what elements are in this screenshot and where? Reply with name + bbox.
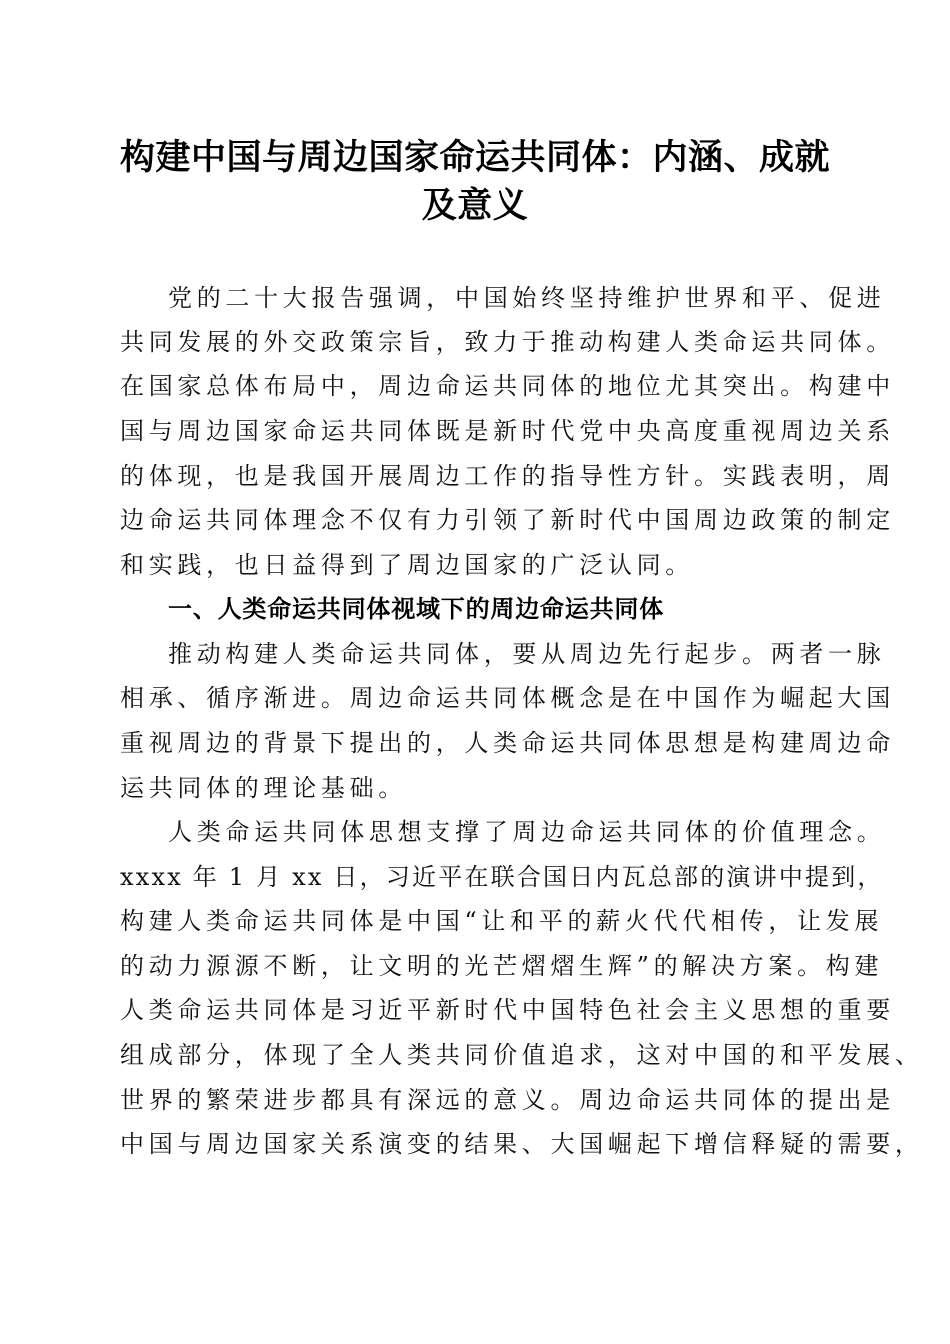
paragraph-2-line: 相承、循序渐进。周边命运共同体概念是在中国作为崛起大国 <box>120 684 895 712</box>
paragraph-1-line: 和实践，也日益得到了周边国家的广泛认同。 <box>120 551 694 579</box>
section-heading: 一、人类命运共同体视域下的周边命运共同体 <box>168 595 664 623</box>
paragraph-3-line: 中国与周边国家关系演变的结果、大国崛起下增信释疑的需要， <box>120 1130 924 1158</box>
paragraph-3-line: 人类命运共同体是习近平新时代中国特色社会主义思想的重要 <box>120 996 895 1024</box>
paragraph-1-line: 共同发展的外交政策宗旨，致力于推动构建人类命运共同体。 <box>120 328 895 356</box>
document-title-line-1: 构建中国与周边国家命运共同体：内涵、成就 <box>119 137 830 178</box>
paragraph-3-line: 构建人类命运共同体是中国“让和平的薪火代代相传，让发展 <box>120 907 884 935</box>
paragraph-3-line: 世界的繁荣进步都具有深远的意义。周边命运共同体的提出是 <box>120 1086 895 1114</box>
paragraph-3-line: xxxx 年 1 月 xx 日，习近平在联合国日内瓦总部的演讲中提到， <box>120 863 884 891</box>
paragraph-1-line: 的体现，也是我国开展周边工作的指导性方针。实践表明，周 <box>120 462 895 490</box>
document-title-line-2: 及意义 <box>421 185 529 226</box>
paragraph-2-line: 推动构建人类命运共同体，要从周边先行起步。两者一脉 <box>168 640 886 668</box>
paragraph-1-line: 党的二十大报告强调，中国始终坚持维护世界和平、促进 <box>168 284 886 312</box>
paragraph-1-line: 国与周边国家命运共同体既是新时代党中央高度重视周边关系 <box>120 417 895 445</box>
paragraph-1-line: 在国家总体布局中，周边命运共同体的地位尤其突出。构建中 <box>120 372 895 400</box>
paragraph-2-line: 运共同体的理论基础。 <box>120 774 407 802</box>
paragraph-3-line: 人类命运共同体思想支撑了周边命运共同体的价值理念。 <box>168 818 886 846</box>
paragraph-1-line: 边命运共同体理念不仅有力引领了新时代中国周边政策的制定 <box>120 506 895 534</box>
paragraph-3-line: 的动力源源不断，让文明的光芒熠熠生辉”的解决方案。构建 <box>120 952 884 980</box>
paragraph-3-line: 组成部分，体现了全人类共同价值追求，这对中国的和平发展、 <box>120 1041 924 1069</box>
paragraph-2-line: 重视周边的背景下提出的，人类命运共同体思想是构建周边命 <box>120 729 895 757</box>
